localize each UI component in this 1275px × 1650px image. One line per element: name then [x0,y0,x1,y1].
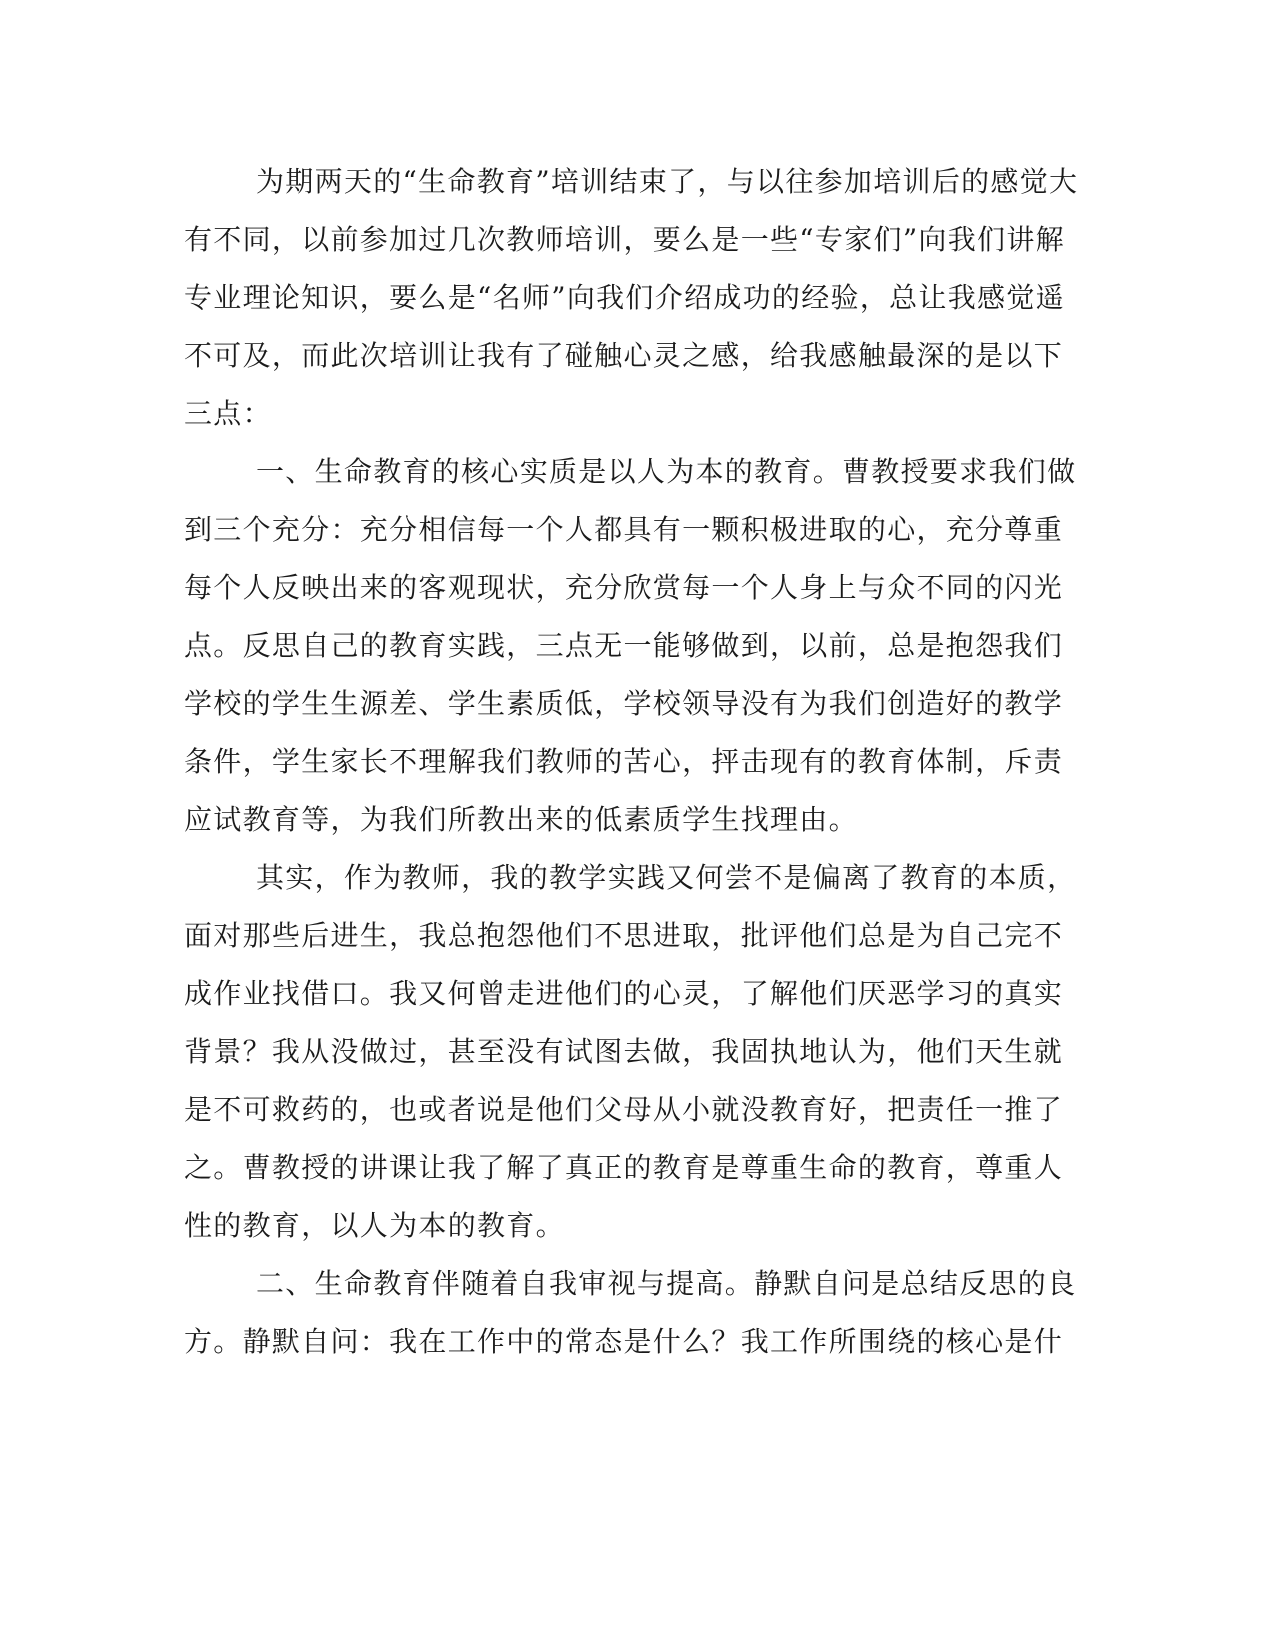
paragraph-2-line-5: 学校的学生生源差、学生素质低，学校领导没有为我们创造好的教学 [184,687,1064,720]
paragraph-3-line-6: 之。曹教授的讲课让我了解了真正的教育是尊重生命的教育，尊重人 [184,1151,1064,1184]
paragraph-2-line-6: 条件，学生家长不理解我们教师的苦心，抨击现有的教育体制，斥责 [184,745,1064,778]
paragraph-1-line-5: 三点： [184,397,272,430]
paragraph-3-line-5: 是不可救药的，也或者说是他们父母从小就没教育好，把责任一推了 [184,1093,1064,1126]
paragraph-1-line-1: 为期两天的“生命教育”培训结束了，与以往参加培训后的感觉大 [256,165,1079,198]
paragraph-1-line-3: 专业理论知识，要么是“名师”向我们介绍成功的经验，总让我感觉遥 [184,281,1065,314]
paragraph-3-line-7: 性的教育，以人为本的教育。 [184,1209,565,1242]
paragraph-1-line-2: 有不同，以前参加过几次教师培训，要么是一些“专家们”向我们讲解 [184,223,1065,256]
paragraph-2-line-4: 点。反思自己的教育实践，三点无一能够做到，以前，总是抱怨我们 [184,629,1064,662]
paragraph-3-line-1: 其实，作为教师，我的教学实践又何尝不是偏离了教育的本质， [256,861,1077,894]
paragraph-1-line-4: 不可及，而此次培训让我有了碰触心灵之感，给我感触最深的是以下 [184,339,1064,372]
paragraph-3-line-2: 面对那些后进生，我总抱怨他们不思进取，批评他们总是为自己完不 [184,919,1064,952]
paragraph-2-line-1: 一、生命教育的核心实质是以人为本的教育。曹教授要求我们做 [256,455,1077,488]
paragraph-3-line-3: 成作业找借口。我又何曾走进他们的心灵，了解他们厌恶学习的真实 [184,977,1064,1010]
paragraph-4-line-2: 方。静默自问：我在工作中的常态是什么？我工作所围绕的核心是什 [184,1325,1064,1358]
paragraph-2-line-2: 到三个充分：充分相信每一个人都具有一颗积极进取的心，充分尊重 [184,513,1064,546]
paragraph-2-line-3: 每个人反映出来的客观现状，充分欣赏每一个人身上与众不同的闪光 [184,571,1064,604]
paragraph-2-line-7: 应试教育等，为我们所教出来的低素质学生找理由。 [184,803,858,836]
paragraph-4-line-1: 二、生命教育伴随着自我审视与提高。静默自问是总结反思的良 [256,1267,1077,1300]
paragraph-3-line-4: 背景？我从没做过，甚至没有试图去做，我固执地认为，他们天生就 [184,1035,1064,1068]
